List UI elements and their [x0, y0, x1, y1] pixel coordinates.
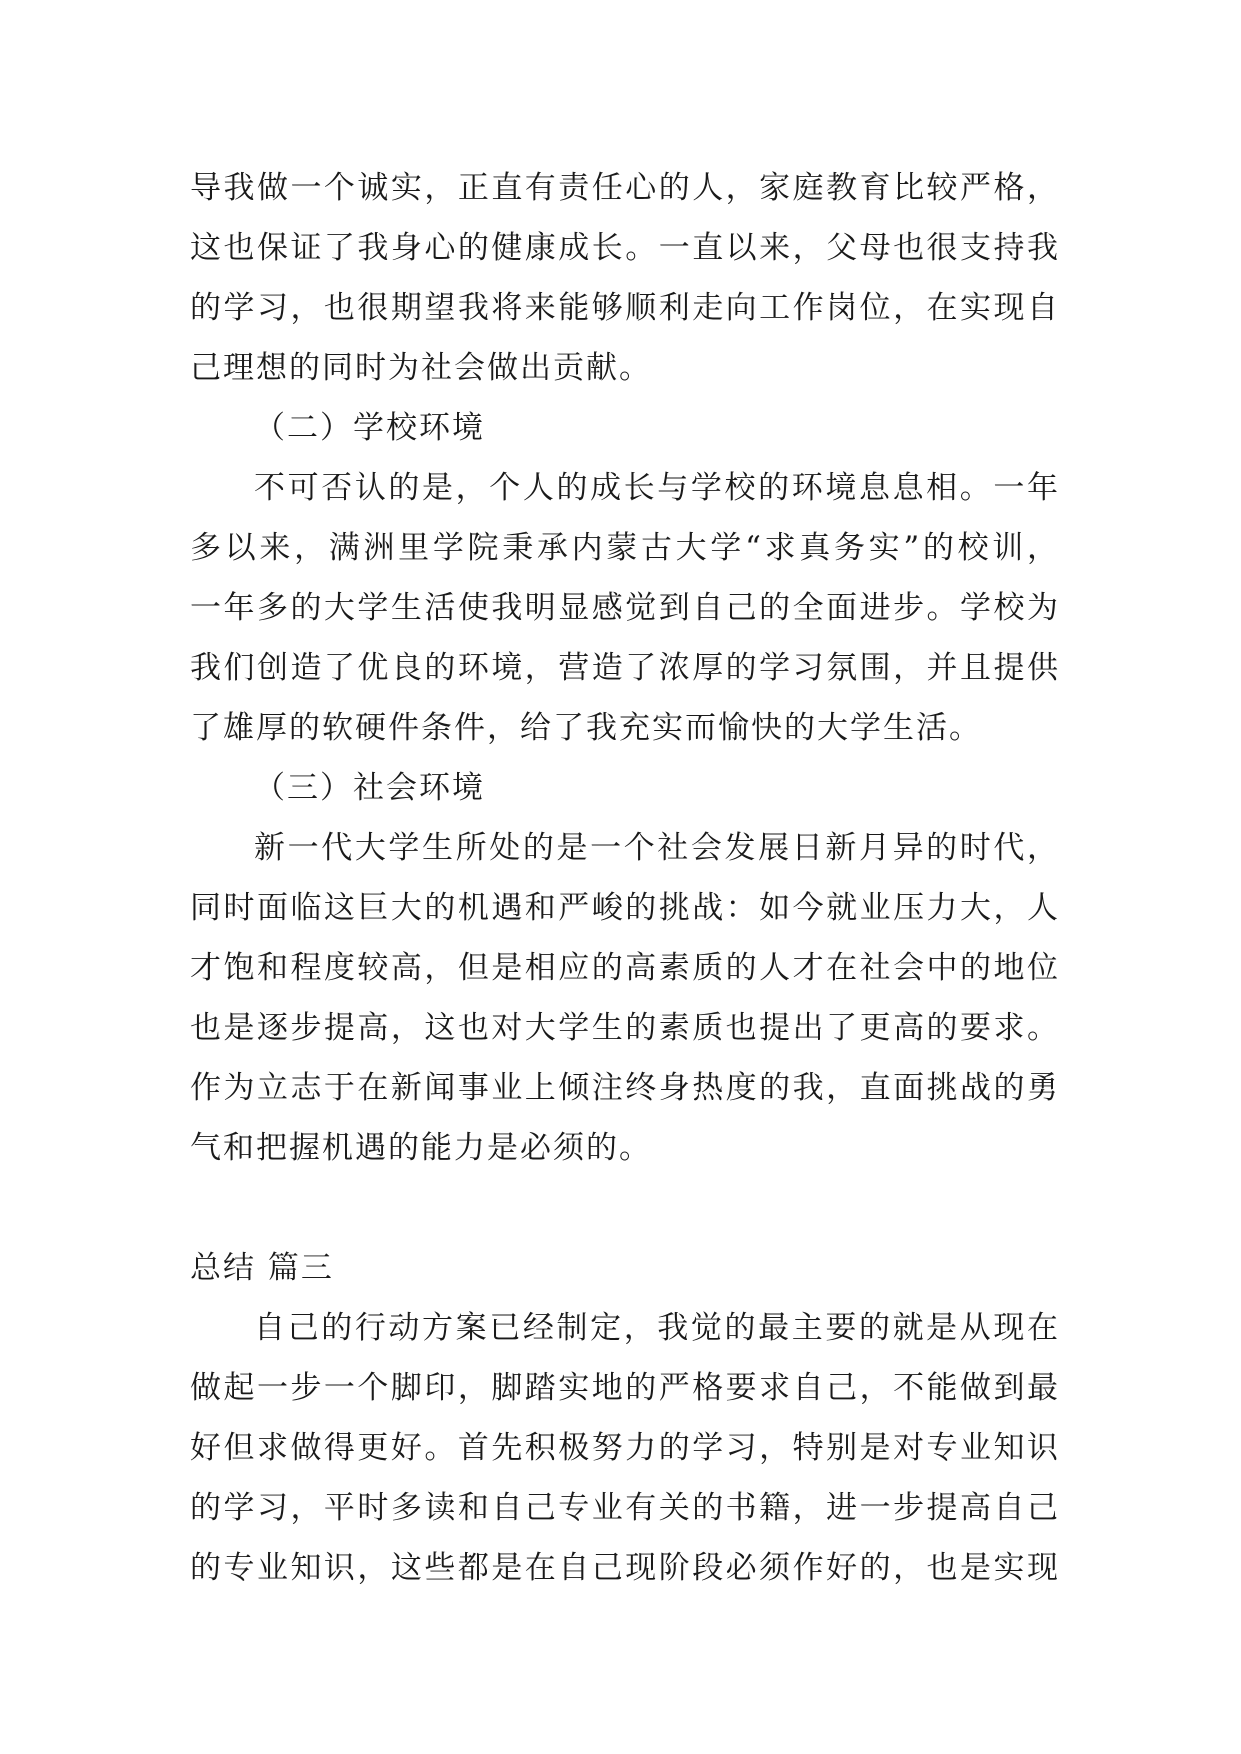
- section-subheading: （二）学校环境: [254, 410, 485, 446]
- paragraph-line: 导我做一个诚实，正直有责任心的人，家庭教育比较严格，: [190, 170, 1060, 206]
- paragraph-line: 己理想的同时为社会做出贡献。: [190, 350, 652, 386]
- paragraph-line: 一年多的大学生活使我明显感觉到自己的全面进步。学校为: [190, 590, 1060, 626]
- paragraph-line: 也是逐步提高，这也对大学生的素质也提出了更高的要求。: [190, 1010, 1060, 1046]
- blank-line: [190, 1178, 1060, 1238]
- paragraph-line: 自己的行动方案已经制定，我觉的最主要的就是从现在: [254, 1310, 1060, 1346]
- document-body: [190, 158, 1060, 1598]
- paragraph-line: 的学习，也很期望我将来能够顺利走向工作岗位，在实现自: [190, 290, 1060, 326]
- paragraph-line: 的学习，平时多读和自己专业有关的书籍，进一步提高自己: [190, 1490, 1060, 1526]
- paragraph-line: 做起一步一个脚印，脚踏实地的严格要求自己，不能做到最: [190, 1370, 1060, 1406]
- paragraph-line: 同时面临这巨大的机遇和严峻的挑战：如今就业压力大，人: [190, 890, 1060, 926]
- paragraph-line: 这也保证了我身心的健康成长。一直以来，父母也很支持我: [190, 230, 1060, 266]
- section-heading: 总结 篇三: [190, 1250, 334, 1286]
- paragraph-line: 的专业知识，这些都是在自己现阶段必须作好的，也是实现: [190, 1550, 1060, 1586]
- paragraph-line: 我们创造了优良的环境，营造了浓厚的学习氛围，并且提供: [190, 650, 1060, 686]
- paragraph-line: 多以来，满洲里学院秉承内蒙古大学“求真务实”的校训，: [190, 530, 1060, 566]
- paragraph-line: 不可否认的是，个人的成长与学校的环境息息相。一年: [254, 470, 1060, 506]
- paragraph-line: 才饱和程度较高，但是相应的高素质的人才在社会中的地位: [190, 950, 1060, 986]
- paragraph-line: 新一代大学生所处的是一个社会发展日新月异的时代，: [254, 830, 1060, 866]
- paragraph-line: 好但求做得更好。首先积极努力的学习，特别是对专业知识: [190, 1430, 1060, 1466]
- paragraph-line: 气和把握机遇的能力是必须的。: [190, 1130, 652, 1166]
- section-subheading: （三）社会环境: [254, 770, 485, 806]
- paragraph-line: 了雄厚的软硬件条件，给了我充实而愉快的大学生活。: [190, 710, 982, 746]
- paragraph-line: 作为立志于在新闻事业上倾注终身热度的我，直面挑战的勇: [190, 1070, 1060, 1106]
